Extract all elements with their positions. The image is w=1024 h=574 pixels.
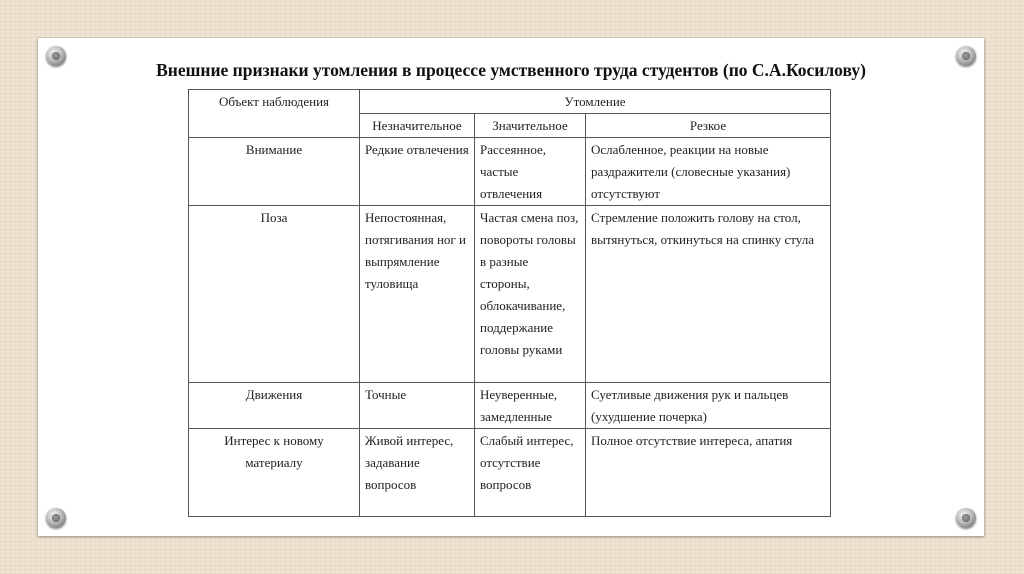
header-fatigue: Утомление bbox=[360, 90, 831, 114]
table-row bbox=[189, 429, 831, 517]
cell-minor: Точные bbox=[360, 383, 475, 429]
header-object: Объект наблюдения bbox=[189, 90, 360, 138]
table-header-row bbox=[189, 90, 831, 114]
cell-significant: Слабый интерес, отсутствие вопросов bbox=[475, 429, 586, 517]
pushpin-icon bbox=[46, 508, 66, 528]
cell-minor: Непостоянная, потягивания ног и выпрямление туловища bbox=[360, 206, 475, 383]
slide-title: Внешние признаки утомления в процессе умственного труда студентов (по С.А.Косилову) bbox=[156, 60, 866, 80]
fatigue-signs-table bbox=[188, 89, 831, 517]
table-row bbox=[189, 383, 831, 429]
cell-significant: Неуверенные, замедленные bbox=[475, 383, 586, 429]
cell-severe: Полное отсутствие интереса, апатия bbox=[586, 429, 831, 517]
table-row bbox=[189, 138, 831, 206]
cell-minor: Живой интерес, задавание вопросов bbox=[360, 429, 475, 517]
slide-card bbox=[38, 38, 984, 536]
row-object: Поза bbox=[189, 206, 360, 383]
table-row bbox=[189, 206, 831, 383]
header-minor: Незначительное bbox=[360, 114, 475, 138]
cell-significant: Рассеянное, частые отвлечения bbox=[475, 138, 586, 206]
cell-severe: Суетливые движения рук и пальцев (ухудшение почерка) bbox=[586, 383, 831, 429]
cell-severe: Стремление положить голову на стол, вытянуться, откинуться на спинку стула bbox=[586, 206, 831, 383]
cell-significant: Частая смена поз, повороты головы в разные стороны, облокачивание, поддержание головы руками bbox=[475, 206, 586, 383]
header-severe: Резкое bbox=[586, 114, 831, 138]
row-object: Внимание bbox=[189, 138, 360, 206]
pushpin-icon bbox=[956, 508, 976, 528]
cell-minor: Редкие отвлечения bbox=[360, 138, 475, 206]
row-object: Интерес к новому материалу bbox=[189, 429, 360, 517]
cell-severe: Ослабленное, реакции на новые раздражители (словесные указания) отсутствуют bbox=[586, 138, 831, 206]
row-object: Движения bbox=[189, 383, 360, 429]
header-significant: Значительное bbox=[475, 114, 586, 138]
